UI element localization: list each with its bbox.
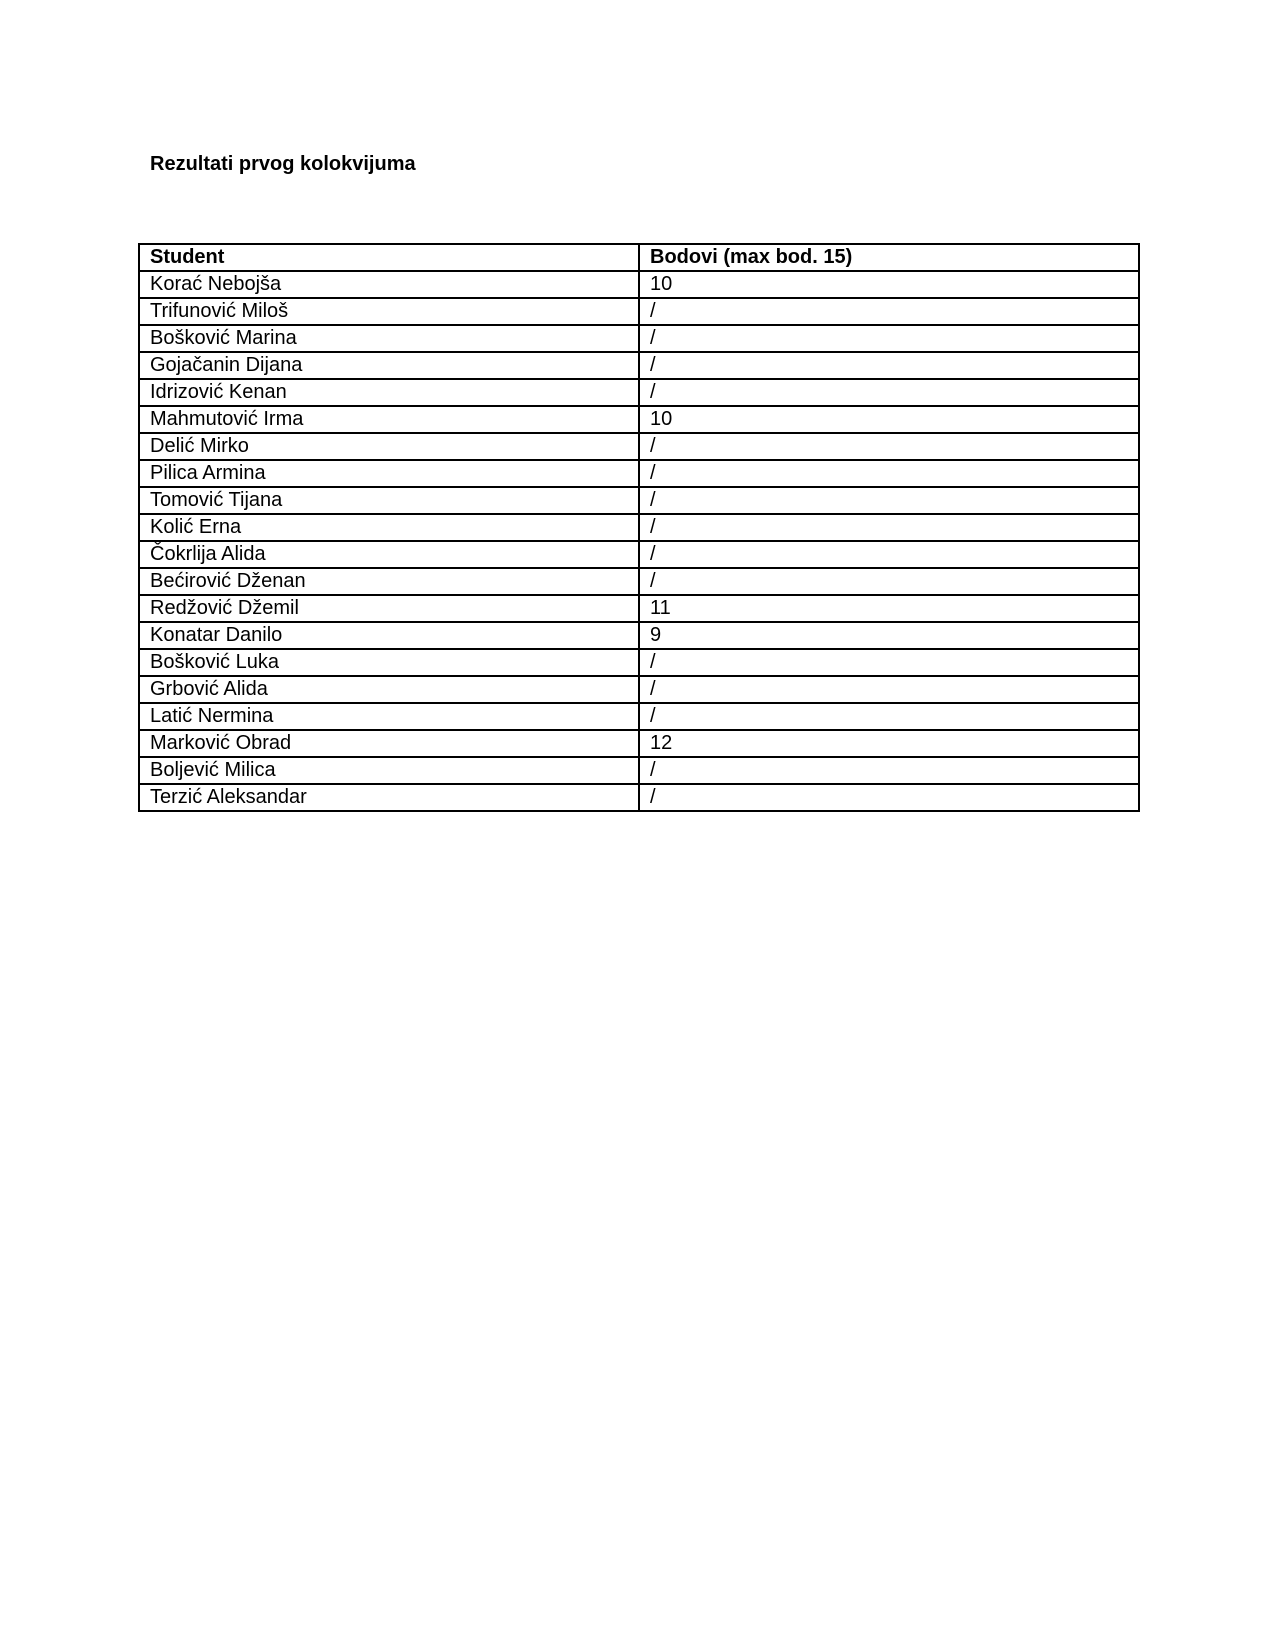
page-title: Rezultati prvog kolokvijuma: [150, 153, 416, 175]
table-row: [139, 757, 1139, 784]
points-cell: /: [639, 649, 1139, 676]
points-cell: 10: [639, 406, 1139, 433]
student-name-cell: Bećirović Dženan: [139, 568, 639, 595]
student-name-cell: Redžović Džemil: [139, 595, 639, 622]
student-name-cell: Boljević Milica: [139, 757, 639, 784]
points-cell: /: [639, 433, 1139, 460]
student-name-cell: Latić Nermina: [139, 703, 639, 730]
points-cell: /: [639, 298, 1139, 325]
student-name-cell: Mahmutović Irma: [139, 406, 639, 433]
header-points: Bodovi (max bod. 15): [639, 244, 1139, 271]
points-cell: /: [639, 325, 1139, 352]
student-name-cell: Pilica Armina: [139, 460, 639, 487]
student-name-cell: Tomović Tijana: [139, 487, 639, 514]
student-name-cell: Idrizović Kenan: [139, 379, 639, 406]
table-row: [139, 703, 1139, 730]
table-row: [139, 325, 1139, 352]
student-name-cell: Grbović Alida: [139, 676, 639, 703]
table-row: [139, 676, 1139, 703]
points-cell: /: [639, 784, 1139, 811]
points-cell: /: [639, 703, 1139, 730]
points-cell: /: [639, 487, 1139, 514]
student-name-cell: Korać Nebojša: [139, 271, 639, 298]
table-row: [139, 460, 1139, 487]
student-name-cell: Trifunović Miloš: [139, 298, 639, 325]
table-row: [139, 568, 1139, 595]
table-row: [139, 406, 1139, 433]
student-name-cell: Delić Mirko: [139, 433, 639, 460]
points-cell: /: [639, 379, 1139, 406]
table-row: [139, 298, 1139, 325]
table-row: [139, 595, 1139, 622]
points-cell: /: [639, 757, 1139, 784]
points-cell: /: [639, 460, 1139, 487]
table-row: [139, 433, 1139, 460]
student-name-cell: Marković Obrad: [139, 730, 639, 757]
table-row: [139, 271, 1139, 298]
table-row: [139, 730, 1139, 757]
table-row: [139, 379, 1139, 406]
points-cell: 9: [639, 622, 1139, 649]
student-name-cell: Kolić Erna: [139, 514, 639, 541]
points-cell: 12: [639, 730, 1139, 757]
table-row: [139, 649, 1139, 676]
student-name-cell: Čokrlija Alida: [139, 541, 639, 568]
table-body: [139, 271, 1139, 811]
table-row: [139, 784, 1139, 811]
student-name-cell: Gojačanin Dijana: [139, 352, 639, 379]
points-cell: 10: [639, 271, 1139, 298]
table-row: [139, 541, 1139, 568]
points-cell: /: [639, 568, 1139, 595]
student-name-cell: Bošković Luka: [139, 649, 639, 676]
student-name-cell: Terzić Aleksandar: [139, 784, 639, 811]
table-row: [139, 487, 1139, 514]
table-header-row: [139, 244, 1139, 271]
table-row: [139, 622, 1139, 649]
results-table: [138, 243, 1140, 812]
points-cell: /: [639, 541, 1139, 568]
points-cell: /: [639, 676, 1139, 703]
points-cell: /: [639, 514, 1139, 541]
points-cell: /: [639, 352, 1139, 379]
header-student: Student: [139, 244, 639, 271]
table-row: [139, 352, 1139, 379]
student-name-cell: Bošković Marina: [139, 325, 639, 352]
table-row: [139, 514, 1139, 541]
student-name-cell: Konatar Danilo: [139, 622, 639, 649]
points-cell: 11: [639, 595, 1139, 622]
